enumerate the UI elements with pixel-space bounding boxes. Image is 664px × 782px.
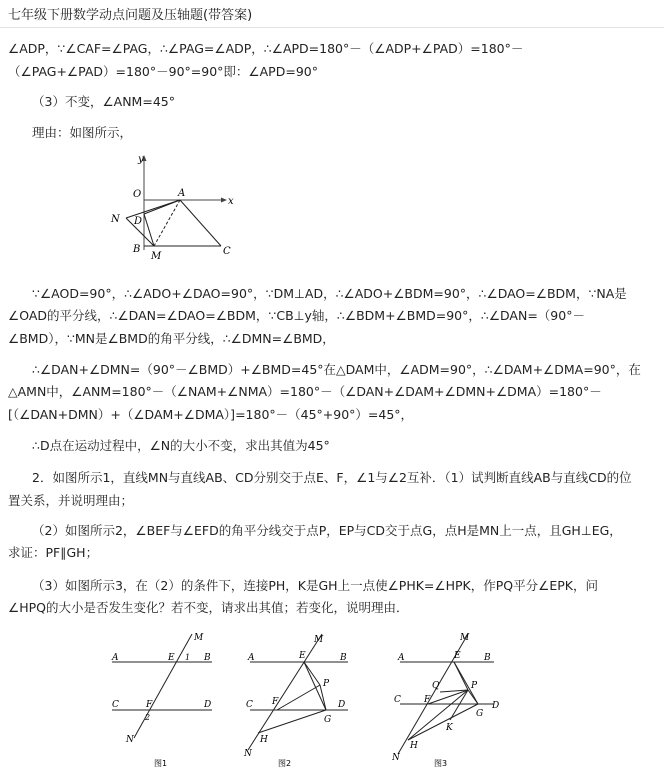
page-title: 七年级下册数学动点问题及压轴题(带答案) <box>8 8 253 23</box>
text-line-8: ∴∠DAN+∠DMN=（90°－∠BMD）+∠BMD=45°在△DAM中，∠ADM=90°，∴∠DAM+∠DMA=90°，在 <box>32 362 641 377</box>
text-line-6: ∠OAD的平分线，∴∠DAN=∠DAO=∠BDM，∵CB⊥y轴，∴∠BDM+∠BMD=90°，∴∠DAN=（90°－ <box>8 308 585 323</box>
fig3-label-N: N <box>392 753 400 763</box>
fig1-label-M: M <box>194 633 204 643</box>
fig3-label-K: K <box>446 723 453 733</box>
label-B: B <box>133 244 141 255</box>
fig3-label-B: B <box>484 653 491 663</box>
label-y: y <box>138 154 144 165</box>
fig1-label-F: F <box>146 700 153 710</box>
fig3-label-H: H <box>410 741 418 751</box>
text-line-15: 求证：PF∥GH； <box>8 545 99 560</box>
fig3-label-C: C <box>394 695 401 705</box>
fig1-label-1: 1 <box>185 653 191 662</box>
label-D: D <box>134 216 143 227</box>
fig1-label-C: C <box>112 700 119 710</box>
fig3-label-D: D <box>492 701 500 711</box>
label-x: x <box>228 196 234 207</box>
text-line-9: △AMN中，∠ANM=180°－（∠NAM+∠NMA）=180°－（∠DAN+∠DAM+∠DMN+∠DMA）=180°－ <box>8 384 602 399</box>
fig1-label-N: N <box>126 735 134 745</box>
fig2-label-P: P <box>323 679 330 689</box>
fig3-label-A: A <box>398 653 405 663</box>
fig2-label-E: E <box>299 651 306 661</box>
label-O: O <box>133 189 142 200</box>
fig1-label-D: D <box>204 700 212 710</box>
fig3-label-P: P <box>471 681 478 691</box>
text-line-7: ∠BMD），∵MN是∠BMD的角平分线，∴∠DMN=∠BMD， <box>8 331 335 346</box>
fig1-caption: 图1 <box>154 759 168 768</box>
fig2-label-G: G <box>324 715 332 725</box>
fig2-label-A: A <box>248 653 255 663</box>
fig2-label-N: N <box>244 749 252 759</box>
text-line-11: ∴D点在运动过程中，∠N的大小不变，求出其值为45° <box>32 438 330 453</box>
text-line-10: [（∠DAN+DMN）+（∠DAM+∠DMA）]=180°－（45°+90°）=45°， <box>8 407 414 422</box>
fig2-label-C: C <box>246 700 253 710</box>
title-divider <box>0 27 664 28</box>
label-N: N <box>111 214 120 225</box>
coordinate-figure <box>104 150 240 268</box>
fig3-label-G: G <box>476 709 484 719</box>
text-line-3: （3）不变，∠ANM=45° <box>32 94 175 109</box>
text-line-12: 2．如图所示1，直线MN与直线AB、CD分别交于点E、F，∠1与∠2互补．（1）试判断直线AB与直线CD的位 <box>32 470 632 485</box>
fig2-label-B: B <box>340 653 347 663</box>
fig3-caption: 图3 <box>434 759 448 768</box>
fig2-caption: 图2 <box>278 759 292 768</box>
fig3-label-Q: Q <box>432 681 440 691</box>
figure-2 <box>242 630 360 770</box>
fig1-label-2: 2 <box>145 713 151 722</box>
figure-1 <box>104 630 222 770</box>
fig2-label-H: H <box>260 735 268 745</box>
label-M: M <box>151 251 162 262</box>
text-line-1: ∠ADP，∵∠CAF=∠PAG，∴∠PAG=∠ADP，∴∠APD=180°－（∠ADP+∠PAD）=180°－ <box>8 41 524 56</box>
fig2-label-M: M <box>314 635 324 645</box>
fig2-label-F: F <box>272 697 279 707</box>
fig3-label-M: M <box>460 633 470 643</box>
text-line-14: （2）如图所示2，∠BEF与∠EFD的角平分线交于点P，EP与CD交于点G，点H是MN上一点，且GH⊥EG， <box>32 523 622 538</box>
text-line-16: （3）如图所示3，在（2）的条件下，连接PH，K是GH上一点使∠PHK=∠HPK，作PQ平分∠EPK，问 <box>32 578 598 593</box>
text-line-4: 理由：如图所示， <box>32 125 133 140</box>
fig2-label-D: D <box>338 700 346 710</box>
text-line-13: 置关系，并说明理由； <box>8 493 134 508</box>
label-A: A <box>178 188 186 199</box>
figure-3 <box>392 630 516 770</box>
text-line-2: （∠PAG+∠PAD）=180°－90°=90°即：∠APD=90° <box>8 64 318 79</box>
fig3-label-F: F <box>424 695 431 705</box>
fig1-label-A: A <box>112 653 119 663</box>
fig3-label-E: E <box>454 651 461 661</box>
text-line-17: ∠HPQ的大小是否发生变化？若不变，请求出其值；若变化，说明理由． <box>8 600 409 615</box>
text-line-5: ∵∠AOD=90°，∴∠ADO+∠DAO=90°，∵DM⊥AD，∴∠ADO+∠BDM=90°，∴∠DAO=∠BDM，∵NA是 <box>32 286 627 301</box>
label-C: C <box>223 246 231 257</box>
fig1-label-E: E <box>168 653 175 663</box>
fig1-label-B: B <box>204 653 211 663</box>
